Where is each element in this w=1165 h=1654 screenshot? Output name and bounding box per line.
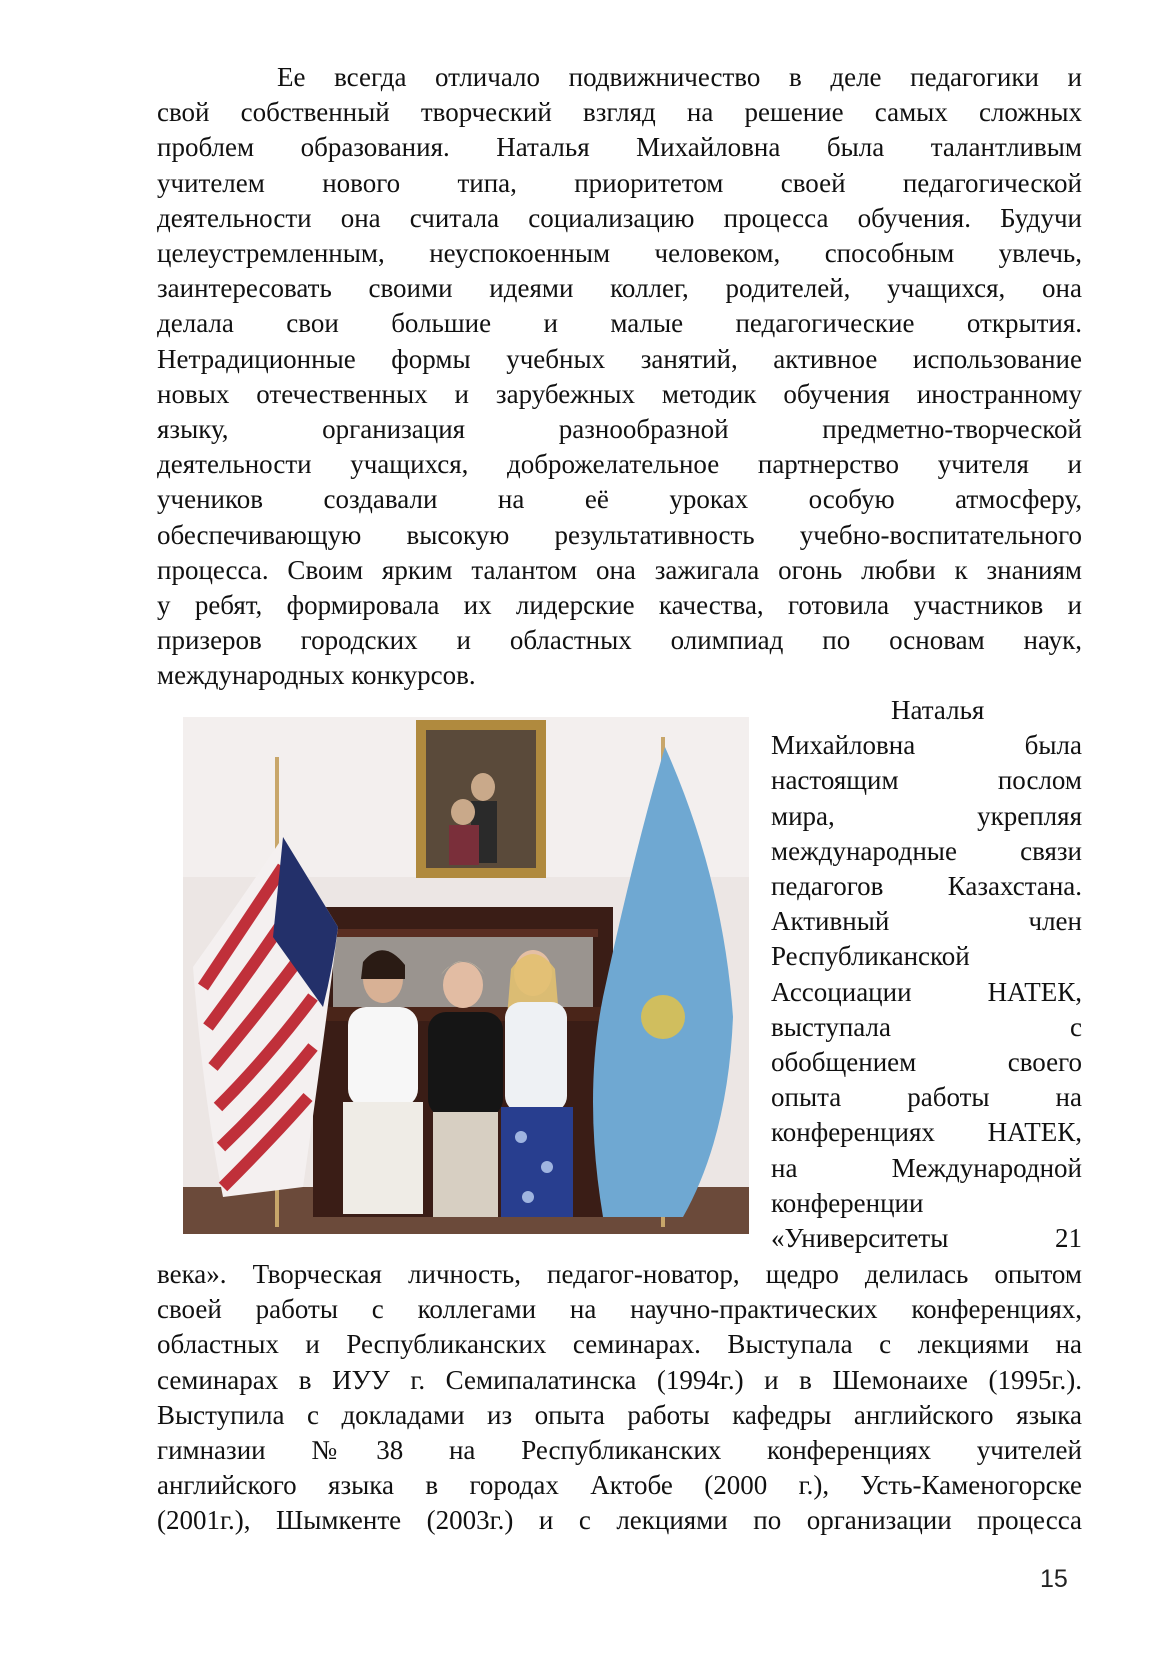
text-line: «Университеты 21 <box>771 1223 1082 1254</box>
text-line: проблем образования. Наталья Михайловна была талантливым <box>157 132 1082 163</box>
text-line: международные связи <box>771 835 1082 866</box>
text-line: делала свои большие и малые педагогические открытия. <box>157 308 1082 339</box>
text-line: конференциях НАТЕК, <box>771 1117 1082 1148</box>
text-line: Республиканской <box>771 941 970 972</box>
text-line: процесса. Своим ярким талантом она зажигала огонь любви к знаниям <box>157 554 1082 585</box>
text-line: обеспечивающую высокую результативность учебно-воспитательного <box>157 519 1082 550</box>
text-line: обобщением своего <box>771 1047 1082 1078</box>
photo-illustration <box>183 717 749 1234</box>
text-line: семинарах в ИУУ г. Семипалатинска (1994г.) и в Шемонаихе (1995г.). <box>157 1364 1082 1395</box>
text-line: целеустремленным, неуспокоенным человеком, способным увлечь, <box>157 238 1082 269</box>
photo-three-women-with-flags <box>183 717 749 1234</box>
text-line: Михайловна была <box>771 730 1082 761</box>
text-line: на Международной <box>771 1152 1082 1183</box>
text-line: языку, организация разнообразной предметно-творческой <box>157 414 1082 445</box>
text-line: призеров городских и областных олимпиад по основам наук, <box>157 625 1082 656</box>
text-line: педагогов Казахстана. <box>771 871 1082 902</box>
text-line: учителем нового типа, приоритетом своей педагогической <box>157 167 1082 198</box>
text-line: учеников создавали на её уроках особую атмосферу, <box>157 484 1082 515</box>
text-line: деятельности учащихся, доброжелательное партнерство учителя и <box>157 449 1082 480</box>
text-line: Ее всегда отличало подвижничество в деле педагогики и <box>277 62 1082 92</box>
text-line: опыта работы на <box>771 1082 1082 1113</box>
text-line: Активный член <box>771 906 1082 937</box>
text-line: гимназии №38 на Республиканских конференциях учителей <box>157 1435 1082 1466</box>
text-line: выступала с <box>771 1011 1082 1042</box>
paragraph-2 <box>771 693 1082 1256</box>
text-line: областных и Республиканских семинарах. Выступала с лекциями на <box>157 1329 1082 1360</box>
text-line: настоящим послом <box>771 765 1082 796</box>
text-line: Выступила с докладами из опыта работы кафедры английского языка <box>157 1399 1082 1430</box>
text-line: конференции <box>771 1187 924 1218</box>
text-line: новых отечественных и зарубежных методик обучения иностранному <box>157 378 1082 409</box>
text-line: (2001г.), Шымкенте (2003г.) и с лекциями по организации процесса <box>157 1505 1082 1536</box>
text-line: деятельности она считала социализацию процесса обучения. Будучи <box>157 202 1082 233</box>
text-line: заинтересовать своими идеями коллег, родителей, учащихся, она <box>157 273 1082 304</box>
text-line: Ассоциации НАТЕК, <box>771 976 1082 1007</box>
text-line: у ребят, формировала их лидерские качества, готовила участников и <box>157 590 1082 621</box>
text-line: английского языка в городах Актобе (2000 г.), Усть-Каменогорске <box>157 1470 1082 1501</box>
paragraph-1 <box>157 60 1082 694</box>
text-line: международных конкурсов. <box>157 660 476 691</box>
paragraph-3 <box>157 1257 1082 1539</box>
page-number: 15 <box>1040 1565 1068 1593</box>
text-line: свой собственный творческий взгляд на решение самых сложных <box>157 97 1082 128</box>
text-line: Нетрадиционные формы учебных занятий, активное использование <box>157 343 1082 374</box>
text-line: мира, укрепляя <box>771 800 1082 831</box>
text-line: своей работы с коллегами на научно-практических конференциях, <box>157 1294 1082 1325</box>
text-line: Наталья <box>891 695 985 725</box>
text-line: века». Творческая личность, педагог-новатор, щедро делилась опытом <box>157 1259 1082 1289</box>
